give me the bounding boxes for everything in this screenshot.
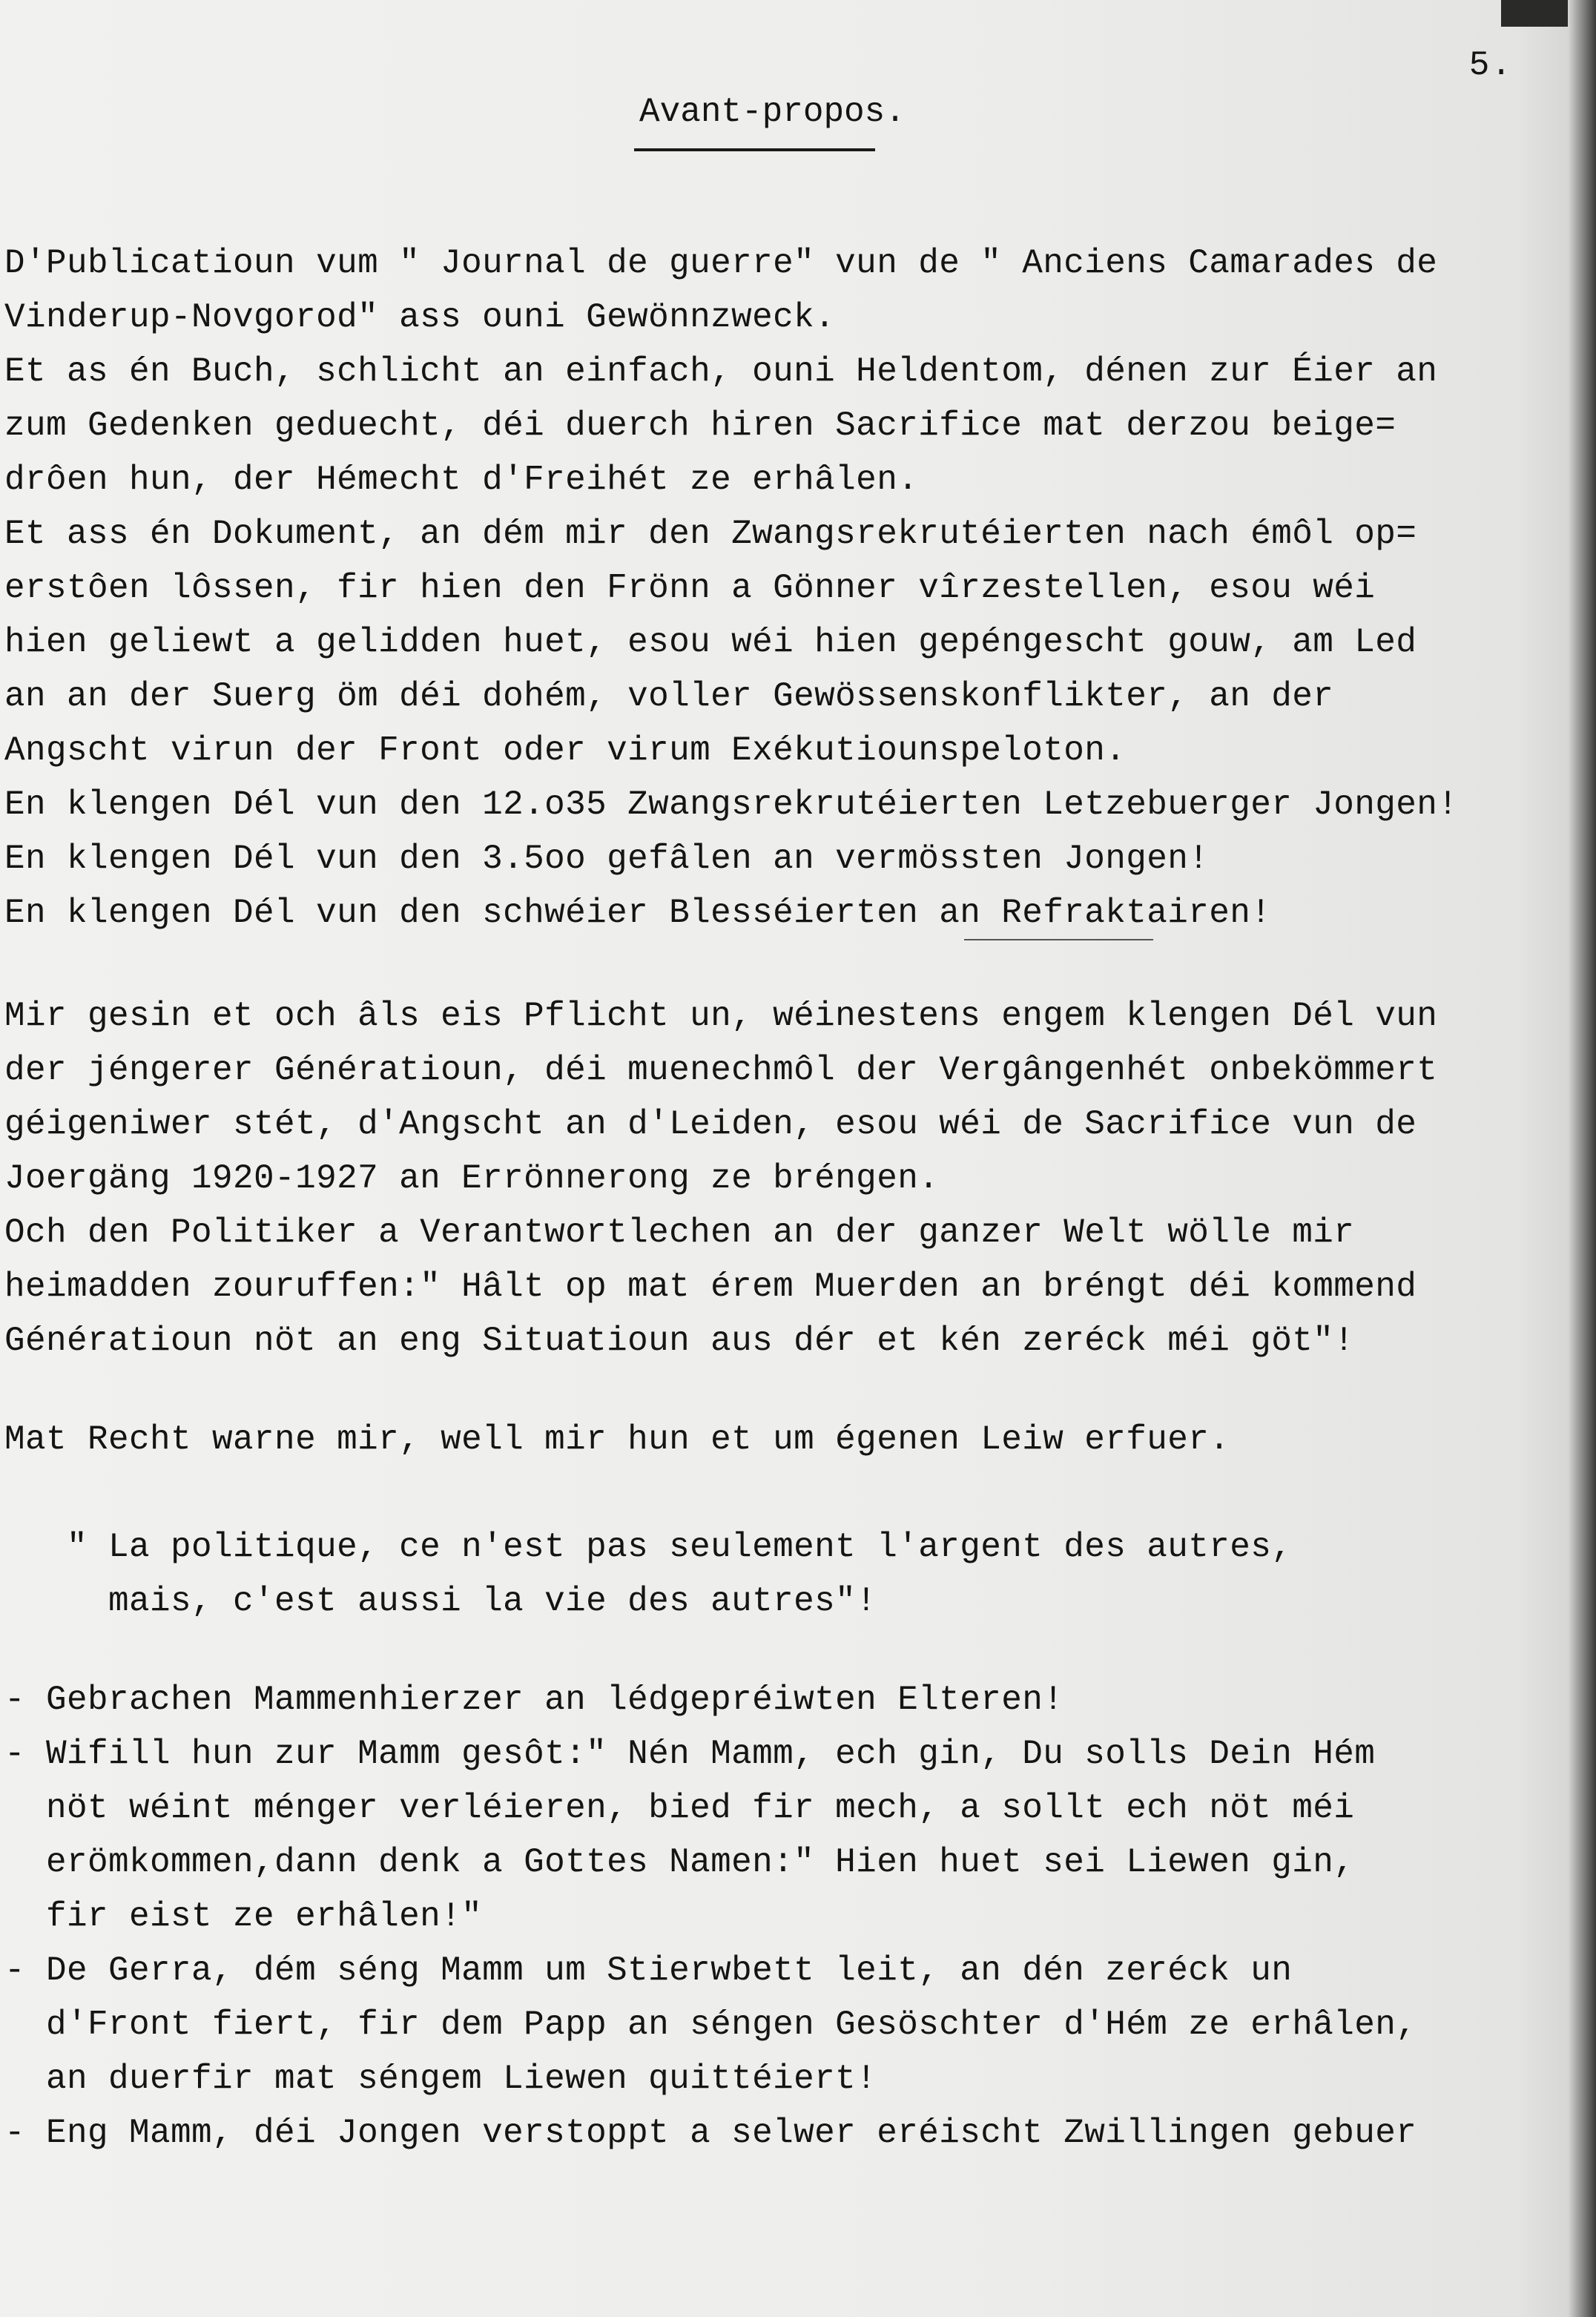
list-item-continuation: nöt wéint ménger verléieren, bied fir mech, a sollt ech nöt méi — [4, 1789, 1355, 1827]
page-edge-shadow — [1568, 0, 1596, 2317]
text-line: heimadden zouruffen:" Hâlt op mat érem Muerden an bréngt déi kommend — [4, 1268, 1417, 1306]
text-line: En klengen Dél vun den 3.5oo gefâlen an vermössten Jongen! — [4, 840, 1210, 878]
text-line: Mir gesin et och âls eis Pflicht un, wéinestens engem klengen Dél vun — [4, 997, 1438, 1035]
text-line: géigeniwer stét, d'Angscht an d'Leiden, esou wéi de Sacrifice vun de — [4, 1105, 1417, 1144]
list-item: - De Gerra, dém séng Mamm um Stierwbett leit, an dén zeréck un — [4, 1951, 1293, 1990]
text-line: drôen hun, der Hémecht d'Freihét ze erhâlen. — [4, 461, 919, 499]
text-line: zum Gedenken geduecht, déi duerch hiren Sacrifice mat derzou beige= — [4, 406, 1396, 445]
text-line: an an der Suerg öm déi dohém, voller Gewössenskonflikter, an der — [4, 677, 1334, 716]
section-divider — [964, 939, 1153, 940]
page-title: Avant-propos. — [639, 93, 906, 131]
list-item-continuation: fir eist ze erhâlen!" — [4, 1897, 483, 1936]
text-line: Génératioun nöt an eng Situatioun aus dér et kén zeréck méi göt"! — [4, 1322, 1355, 1360]
text-line: Mat Recht warne mir, well mir hun et um égenen Leiw erfuer. — [4, 1420, 1230, 1459]
text-line: erstôen lôssen, fir hien den Frönn a Gönner vîrzestellen, esou wéi — [4, 569, 1376, 607]
list-item-continuation: an duerfir mat séngem Liewen quittéiert! — [4, 2060, 877, 2098]
page-number: 5. — [1468, 46, 1513, 85]
text-line: Angscht virun der Front oder virum Exékutiounspeloton. — [4, 731, 1127, 770]
quote-line: mais, c'est aussi la vie des autres"! — [4, 1582, 877, 1621]
text-line: Och den Politiker a Verantwortlechen an der ganzer Welt wölle mir — [4, 1213, 1355, 1252]
text-line: En klengen Dél vun den schwéier Blesséierten an Refraktairen! — [4, 894, 1272, 932]
text-line: Et ass én Dokument, an dém mir den Zwangsrekrutéierten nach émôl op= — [4, 515, 1417, 553]
list-item: - Gebrachen Mammenhierzer an lédgepréiwten Elteren! — [4, 1681, 1064, 1719]
text-line: hien geliewt a gelidden huet, esou wéi hien gepéngescht gouw, am Led — [4, 623, 1417, 662]
text-line: der jéngerer Génératioun, déi muenechmôl der Vergângenhét onbekömmert — [4, 1051, 1438, 1090]
title-underline — [634, 148, 875, 151]
text-line: En klengen Dél vun den 12.o35 Zwangsrekrutéierten Letzebuerger Jongen! — [4, 785, 1459, 824]
quote-line: " La politique, ce n'est pas seulement l'argent des autres, — [4, 1528, 1293, 1566]
text-line: D'Publicatioun vum " Journal de guerre" vun de " Anciens Camarades de — [4, 244, 1438, 283]
text-line: Vinderup-Novgorod" ass ouni Gewönnzweck. — [4, 298, 836, 337]
list-item-continuation: erömkommen,dann denk a Gottes Namen:" Hien huet sei Liewen gin, — [4, 1843, 1355, 1882]
list-item-continuation: d'Front fiert, fir dem Papp an séngen Gesöschter d'Hém ze erhâlen, — [4, 2005, 1417, 2044]
text-line: Et as én Buch, schlicht an einfach, ouni Heldentom, dénen zur Éier an — [4, 352, 1438, 391]
list-item: - Wifill hun zur Mamm gesôt:" Nén Mamm, ech gin, Du solls Dein Hém — [4, 1735, 1376, 1773]
text-line: Joergäng 1920-1927 an Errönnerong ze bréngen. — [4, 1159, 940, 1198]
list-item: - Eng Mamm, déi Jongen verstoppt a selwer eréischt Zwillingen gebuer — [4, 2114, 1417, 2152]
corner-mark — [1501, 0, 1568, 27]
